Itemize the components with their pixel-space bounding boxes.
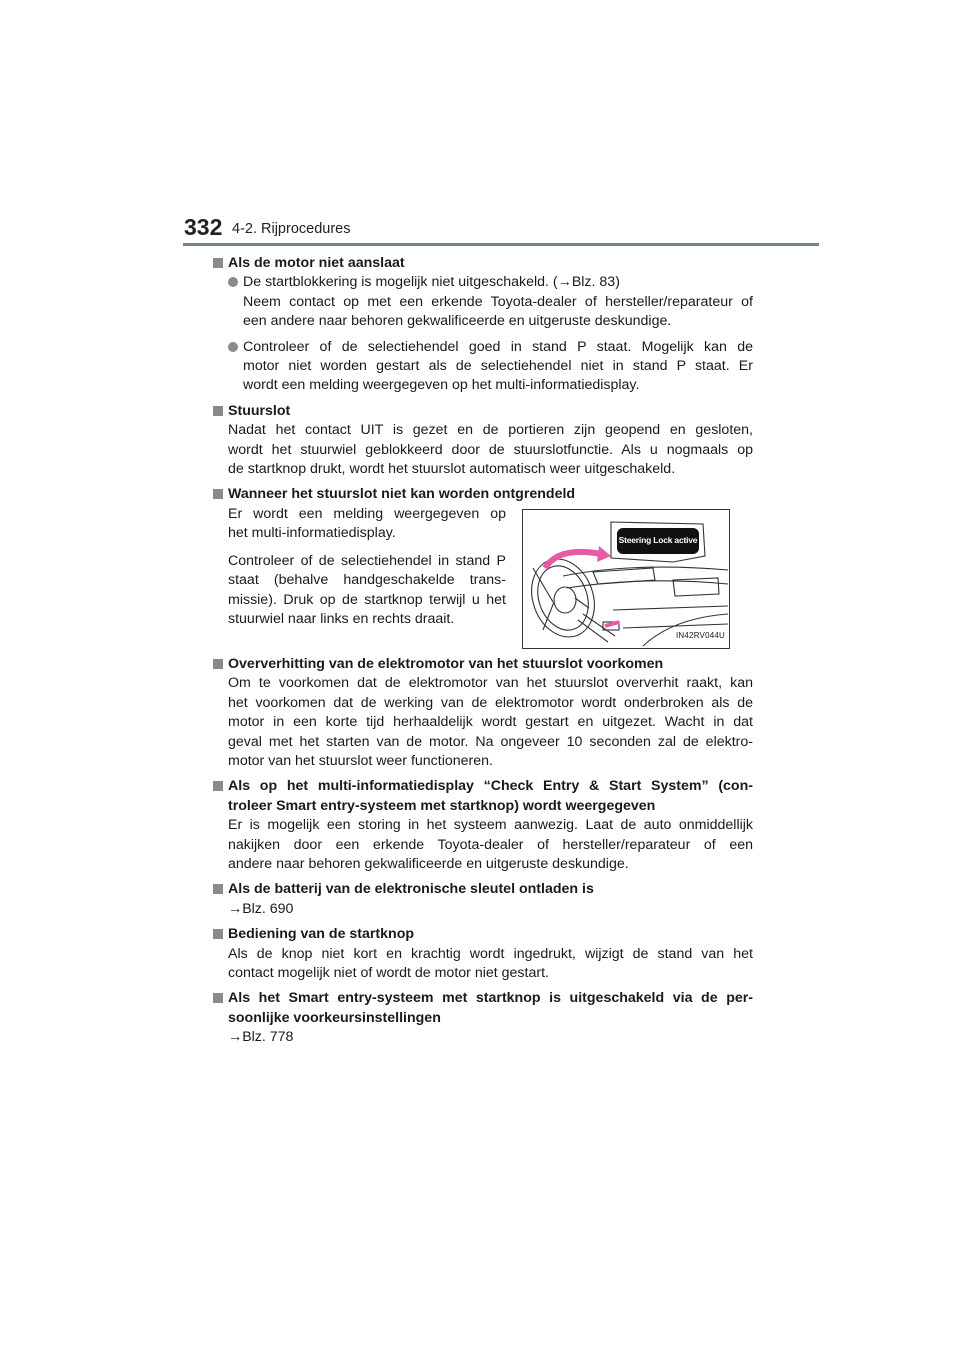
- section-heading: [213, 402, 753, 421]
- text-line: Er wordt een melding weergegeven op: [228, 505, 506, 522]
- text-line: motor van het stuurslot weer functioneren.: [228, 752, 493, 769]
- heading-text: Als de motor niet aanslaat: [228, 255, 405, 271]
- heading-line: Als op het multi-informatiedisplay “Check Entry & Start System” (con-: [228, 778, 753, 795]
- section-check-entry-start: [213, 777, 753, 874]
- section-batterij-sleutel: [213, 880, 753, 919]
- section-stuurslot: [213, 402, 753, 480]
- bullet-item: [228, 273, 753, 331]
- section-motor-niet-aanslaat: [213, 254, 753, 396]
- text-line: Nadat het contact UIT is gezet en de portieren zijn geopend en gesloten,: [228, 422, 753, 439]
- text-line: het multi-informatiedisplay.: [228, 525, 396, 542]
- page-reference: →Blz. 778: [228, 1029, 294, 1046]
- square-bullet-icon: [213, 884, 223, 894]
- section-heading: [213, 777, 753, 816]
- square-bullet-icon: [213, 489, 223, 499]
- square-bullet-icon: [213, 781, 223, 791]
- square-bullet-icon: [213, 929, 223, 939]
- section-heading: [213, 925, 753, 944]
- text-line: staat (behalve handgeschakelde trans-: [228, 572, 506, 589]
- text-line: nakijken door een erkende Toyota-dealer of hersteller/reparateur of een: [228, 836, 753, 853]
- text-line: Controleer of de selectiehendel in stand P: [228, 552, 506, 569]
- section-heading: [213, 880, 753, 899]
- heading-line: soonlijke voorkeursinstellingen: [228, 1009, 441, 1026]
- text-line: contact mogelijk niet of wordt de motor niet gestart.: [228, 964, 549, 981]
- heading-text: Oververhitting van de elektromotor van het stuurslot voorkomen: [228, 655, 664, 672]
- text-line: geval met het starten van de motor. Na ongeveer 10 seconden zal de elektro-: [228, 733, 753, 750]
- text-line: Controleer of de selectiehendel goed in stand P staat. Mogelijk kan de: [243, 338, 753, 355]
- text-line: missie). Druk op de startknop terwijl u het: [228, 591, 506, 608]
- square-bullet-icon: [213, 993, 223, 1003]
- heading-text: [228, 777, 753, 816]
- section-title: 4-2. Rijprocedures: [232, 221, 351, 237]
- section-smart-entry-uitgeschakeld: [213, 989, 753, 1047]
- round-bullet-icon: [228, 342, 238, 352]
- section-bediening-startknop: [213, 925, 753, 983]
- heading-line: troleer Smart entry-systeem met startknop) wordt weergegeven: [228, 797, 656, 814]
- text-line: het voorkomen dat de werking van de elektromotor wordt onderbroken als de: [228, 694, 753, 711]
- page-reference: →Blz. 690: [228, 900, 294, 917]
- text-line: stuurwiel naar links en rechts draait.: [228, 610, 455, 627]
- section-heading: [213, 989, 753, 1028]
- text-line: Er is mogelijk een storing in het systeem aanwezig. Laat de auto onmiddellijk: [228, 817, 753, 834]
- display-message: Steering Lock active: [618, 535, 698, 546]
- section-stuurslot-ontgrendelen: [213, 485, 753, 648]
- square-bullet-icon: [213, 659, 223, 669]
- section-heading: [213, 254, 753, 273]
- text-line: andere naar behoren gekwalificeerde en uitgeruste deskundige.: [228, 855, 629, 872]
- header-rule: [183, 243, 819, 246]
- heading-text: Als de batterij van de elektronische sleutel ontladen is: [228, 881, 594, 898]
- section-oververhitting: [213, 655, 753, 771]
- text-line: motor in een korte tijd herhaaldelijk wordt gestart en uitgezet. Wacht in dat: [228, 714, 753, 731]
- heading-text: Wanneer het stuurslot niet kan worden ontgrendeld: [228, 486, 576, 503]
- text-line: wordt een melding weergegeven op het multi-informatiedisplay.: [243, 377, 640, 394]
- square-bullet-icon: [213, 258, 223, 268]
- page-number: 332: [184, 214, 223, 240]
- text-line: Neem contact op met een erkende Toyota-dealer of hersteller/reparateur of: [243, 293, 753, 310]
- heading-text: [228, 989, 753, 1028]
- section-heading: [213, 485, 753, 504]
- heading-text: Bediening van de startknop: [228, 926, 415, 943]
- heading-text: Stuurslot: [228, 402, 291, 419]
- square-bullet-icon: [213, 406, 223, 416]
- text-line: Als de knop niet kort en krachtig wordt ingedrukt, wijzigt de stand van het: [228, 945, 753, 962]
- steering-lock-illustration: [522, 509, 730, 649]
- heading-line: Als het Smart entry-systeem met startknop is uitgeschakeld via de per-: [228, 990, 753, 1007]
- text-line: wordt het stuurwiel geblokkeerd door de stuurslotfunctie. Als u nogmaals op: [228, 441, 753, 458]
- round-bullet-icon: [228, 277, 238, 287]
- text-line: Om te voorkomen dat de elektromotor van het stuurslot oververhit raakt, kan: [228, 675, 753, 692]
- section-heading: [213, 655, 753, 674]
- text-line: een andere naar behoren gekwalificeerde en uitgeruste deskundige.: [243, 313, 672, 330]
- page-content: [213, 254, 753, 1054]
- text-line: De startblokkering is mogelijk niet uitgeschakeld. (→Blz. 83): [243, 274, 620, 291]
- figure-code: IN42RV044U: [676, 631, 725, 641]
- text-line: motor niet worden gestart als de selectiehendel niet in stand P staat. Er: [243, 358, 753, 375]
- bullet-item: [228, 338, 753, 396]
- text-line: de startknop drukt, wordt het stuurslot automatisch weer uitgeschakeld.: [228, 461, 676, 478]
